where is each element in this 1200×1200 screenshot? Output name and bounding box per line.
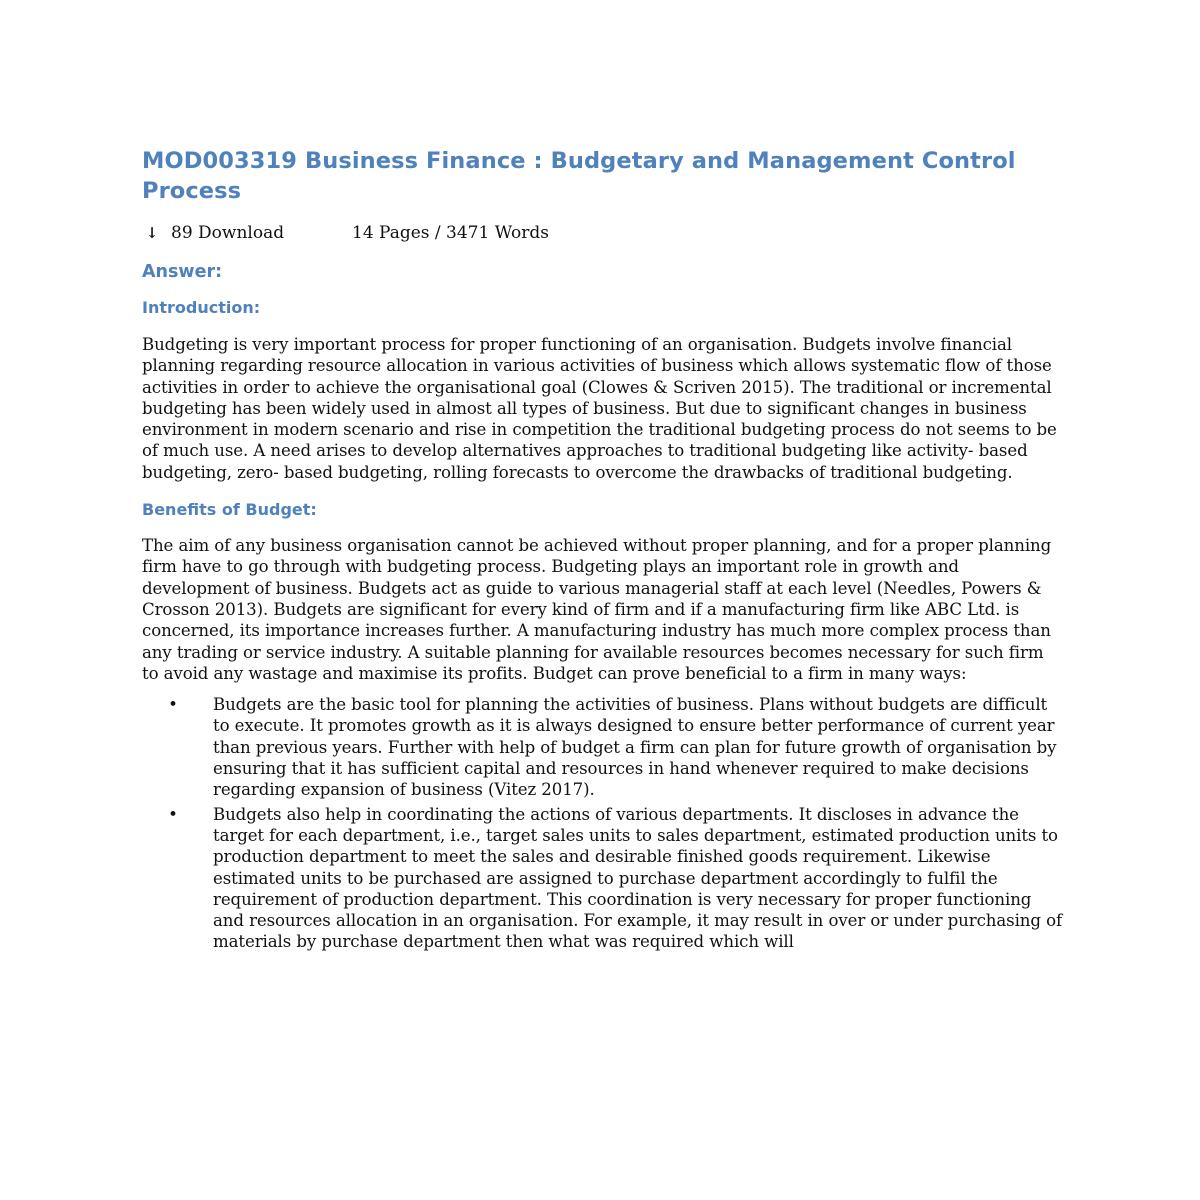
bullet-icon: • bbox=[168, 695, 178, 715]
benefits-heading: Benefits of Budget: bbox=[142, 500, 317, 520]
download-count: 89 Download bbox=[171, 223, 285, 243]
introduction-paragraph: Budgeting is very important process for proper functioning of an organisation. Budgets involve financial planning regarding resource allocation in various activities of business which allows systematic flow of those activities in order to achieve the organisational goal (Clowes & Scriven 2015). The traditional or incremental budgeting has been widely used in almost all types of business. But due to significant changes in business environment in modern scenario and rise in competition the traditional budgeting process do not seems to be of much use. A need arises to develop alternatives approaches to traditional budgeting like activity- based budgeting, zero- based budgeting, rolling forecasts to overcome the drawbacks of traditional budgeting. bbox=[142, 335, 1057, 482]
bullet-icon: • bbox=[168, 804, 178, 824]
list-item bbox=[142, 694, 1062, 800]
download-icon: ↓ bbox=[145, 224, 159, 242]
list-item-text: Budgets are the basic tool for planning the activities of business. Plans without budgets are difficult to execute. It promotes growth as it is always designed to ensure better performance of current year than previous years. Further with help of budget a firm can plan for future growth of organisation by ensuring that it has sufficient capital and resources in hand whenever required to make decisions regarding expansion of business (Vitez 2017). bbox=[213, 695, 1057, 800]
list-item bbox=[142, 804, 1062, 953]
list-item-text: Budgets also help in coordinating the actions of various departments. It discloses in advance the target for each department, i.e., target sales units to sales department, estimated production units to production department to meet the sales and desirable finished goods requirement. Likewise estimated units to be purchased are assigned to purchase department accordingly to fulfil the requirement of production department. This coordination is very necessary for proper functioning and resources allocation in an organisation. For example, it may result in over or under purchasing of materials by purchase department then what was required which will bbox=[213, 804, 1063, 952]
benefits-paragraph: The aim of any business organisation cannot be achieved without proper planning, and for a proper planning firm have to go through with budgeting process. Budgeting plays an important role in growth and development of business. Budgets act as guide to various managerial staff at each level (Needles, Powers & Crosson 2013). Budgets are significant for every kind of firm and if a manufacturing firm like ABC Ltd. is concerned, its importance increases further. A manufacturing industry has much more complex process than any trading or service industry. A suitable planning for available resources becomes necessary for such firm to avoid any wastage and maximise its profits. Budget can prove beneficial to a firm in many ways: bbox=[142, 536, 1052, 683]
benefits-list bbox=[142, 694, 1062, 953]
document-meta bbox=[142, 220, 1062, 246]
page-word-count: 14 Pages / 3471 Words bbox=[352, 223, 550, 243]
answer-heading: Answer: bbox=[142, 262, 223, 282]
introduction-heading: Introduction: bbox=[142, 298, 261, 317]
document-title: MOD003319 Business Finance : Budgetary and Management Control Process bbox=[142, 148, 1016, 204]
document-content bbox=[142, 146, 1062, 956]
